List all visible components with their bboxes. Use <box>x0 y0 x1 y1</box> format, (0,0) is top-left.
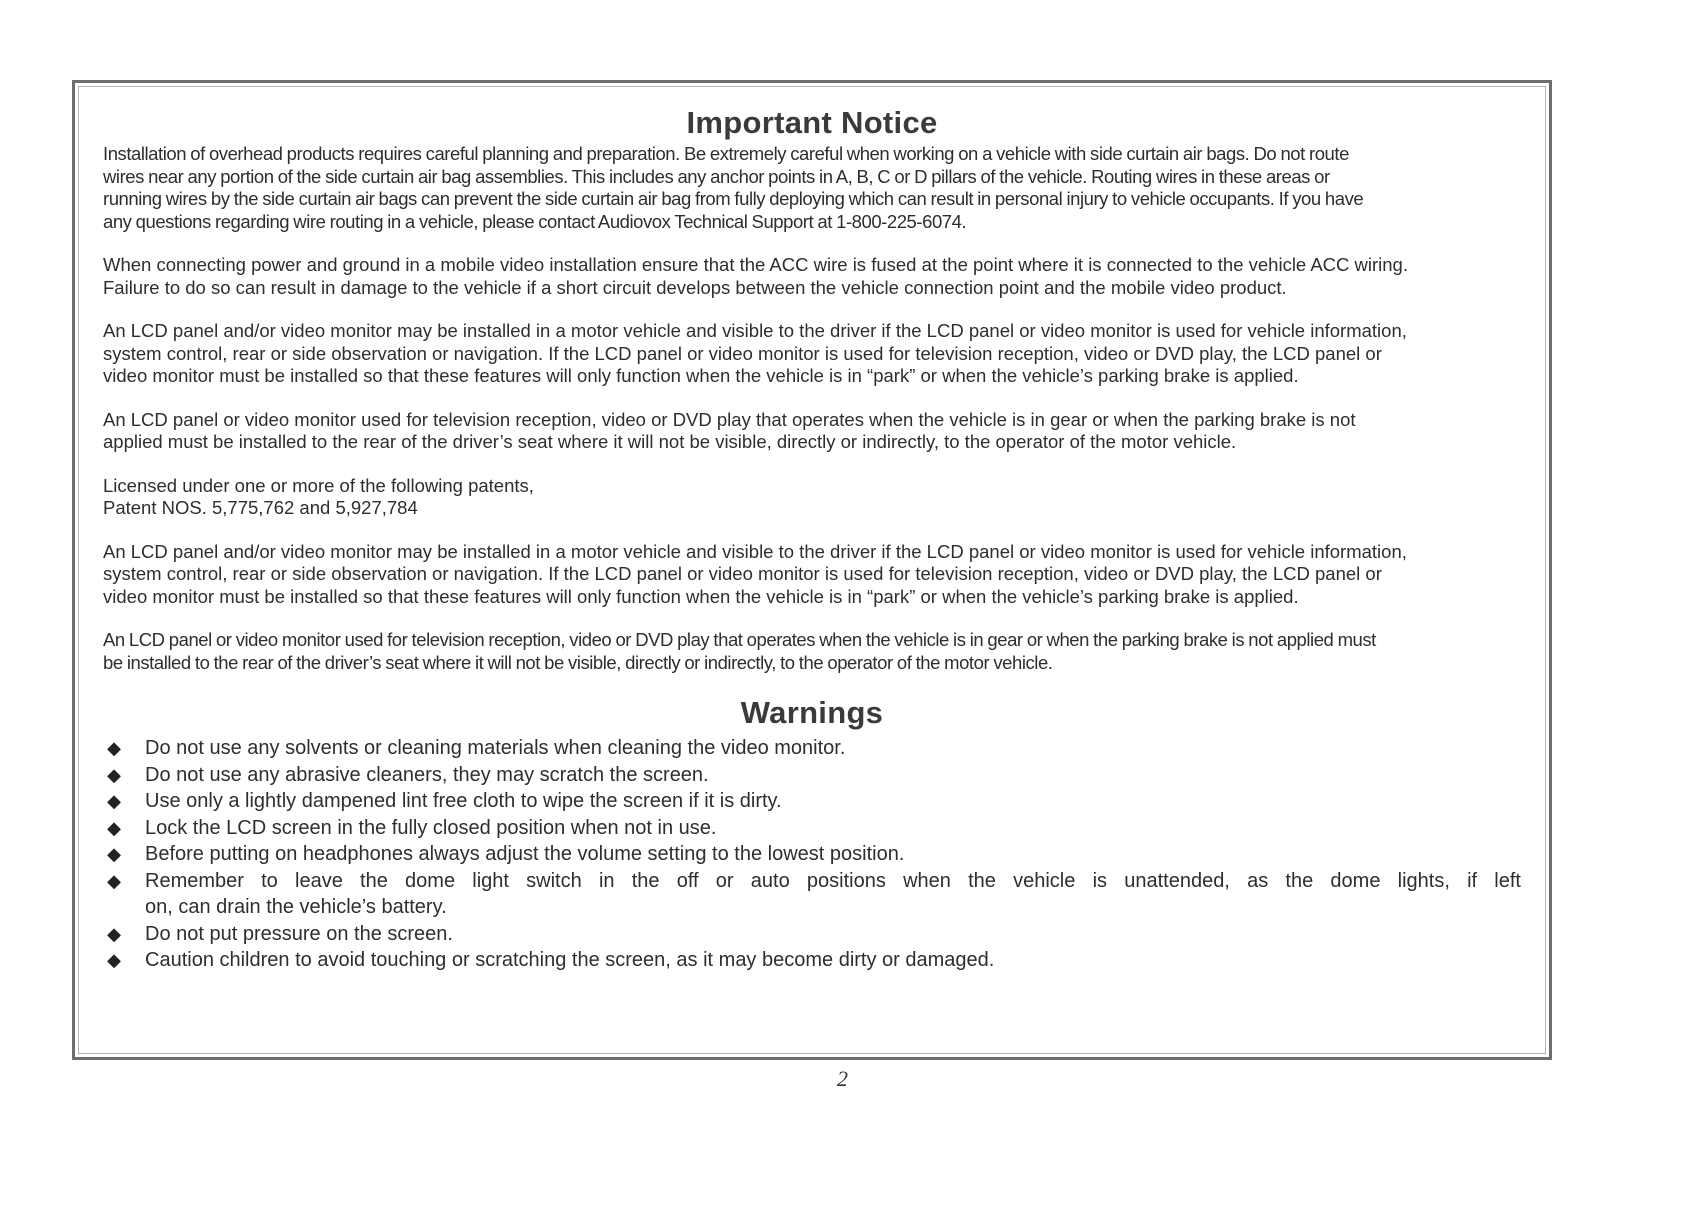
notice-paragraph-acc-wire <box>103 254 1521 299</box>
warning-item <box>103 841 1521 868</box>
diamond-bullet-icon: ◆ <box>107 738 121 758</box>
diamond-bullet-icon: ◆ <box>107 791 121 811</box>
notice-frame <box>72 80 1552 1060</box>
paragraph-line: An LCD panel and/or video monitor may be installed in a motor vehicle and visible to the driver if the LCD panel or video monitor is used for vehicle information, <box>103 320 1407 341</box>
warning-item <box>103 735 1521 762</box>
paragraph-line: When connecting power and ground in a mobile video installation ensure that the ACC wire is fused at the point where it is connected to the vehicle ACC wiring. <box>103 254 1408 275</box>
notice-paragraph-lcd-visibility-repeat <box>103 541 1521 609</box>
warning-text: Before putting on headphones always adjust the volume setting to the lowest position. <box>145 843 905 865</box>
warnings-list <box>103 735 1521 974</box>
paragraph-line: An LCD panel or video monitor used for television reception, video or DVD play that operates when the vehicle is in gear or when the parking brake is not <box>103 408 1356 430</box>
warning-text: Lock the LCD screen in the fully closed position when not in use. <box>145 816 717 839</box>
paragraph-line: running wires by the side curtain air bags can prevent the side curtain air bag from fully deploying which can result in personal injury to vehicle occupants. If you have <box>103 188 1364 209</box>
notice-paragraph-lcd-rear <box>103 409 1521 454</box>
paragraph-line: applied must be installed to the rear of the driver’s seat where it will not be visible, directly or indirectly, to the operator of the motor vehicle. <box>103 431 1237 452</box>
paragraph-line: system control, rear or side observation or navigation. If the LCD panel or video monitor is used for television reception, video or DVD play, the LCD panel or <box>103 342 1382 364</box>
diamond-bullet-icon: ◆ <box>107 817 121 838</box>
paragraph-line: Licensed under one or more of the following patents, <box>103 474 534 496</box>
warnings-title: Warnings <box>740 695 884 730</box>
paragraph-line: system control, rear or side observation or navigation. If the LCD panel or video monitor is used for television reception, video or DVD play, the LCD panel or <box>103 563 1382 584</box>
warning-item <box>103 868 1521 921</box>
paragraph-line: An LCD panel and/or video monitor may be installed in a motor vehicle and visible to the driver if the LCD panel or video monitor is used for vehicle information, <box>103 540 1407 562</box>
warning-text: Caution children to avoid touching or scratching the screen, as it may become dirty or damaged. <box>145 949 995 971</box>
diamond-bullet-icon: ◆ <box>107 764 121 785</box>
paragraph-line: An LCD panel or video monitor used for television reception, video or DVD play that operates when the vehicle is in gear or when the parking brake is not applied must <box>103 629 1376 650</box>
paragraph-line: Failure to do so can result in damage to the vehicle if a short circuit develops between the vehicle connection point and the mobile video product. <box>103 276 1287 298</box>
paragraph-line: be installed to the rear of the driver’s seat where it will not be visible, directly or indirectly, to the operator of the motor vehicle. <box>103 651 1053 673</box>
warning-text: Do not put pressure on the screen. <box>145 922 453 945</box>
notice-paragraph-patents <box>103 475 1521 520</box>
notice-paragraph-airbags <box>103 143 1521 233</box>
paragraph-line: wires near any portion of the side curtain air bag assemblies. This includes any anchor points in A, B, C or D pillars of the vehicle. Routing wires in these areas or <box>103 165 1330 187</box>
notice-paragraph-lcd-rear-repeat <box>103 629 1521 674</box>
diamond-bullet-icon: ◆ <box>107 950 121 970</box>
diamond-bullet-icon: ◆ <box>107 870 121 891</box>
warning-item <box>103 762 1521 789</box>
notice-paragraph-lcd-visibility <box>103 320 1521 388</box>
warning-text: Do not use any solvents or cleaning materials when cleaning the video monitor. <box>145 737 846 759</box>
warning-item <box>103 947 1521 974</box>
warning-text-continuation: on, can drain the vehicle’s battery. <box>145 896 447 918</box>
notice-content <box>103 105 1521 1037</box>
paragraph-line: Installation of overhead products requires careful planning and preparation. Be extremely careful when working on a vehicle with side curtain air bags. Do not route <box>103 143 1349 164</box>
warning-text: Use only a lightly dampened lint free cloth to wipe the screen if it is dirty. <box>145 790 782 812</box>
paragraph-line: video monitor must be installed so that these features will only function when the vehicle is in “park” or when the vehicle’s parking brake is applied. <box>103 585 1299 607</box>
diamond-bullet-icon: ◆ <box>107 844 121 864</box>
warning-item <box>103 815 1521 842</box>
paragraph-line: Patent NOS. 5,775,762 and 5,927,784 <box>103 497 418 518</box>
warning-text: Remember to leave the dome light switch in the off or auto positions when the vehicle is unattended, as the dome lights, if left <box>145 869 1521 892</box>
warning-item <box>103 788 1521 815</box>
important-notice-title: Important Notice <box>686 105 938 140</box>
paragraph-line: video monitor must be installed so that these features will only function when the vehicle is in “park” or when the vehicle’s parking brake is applied. <box>103 365 1299 386</box>
diamond-bullet-icon: ◆ <box>107 923 121 944</box>
page-number: 2 <box>837 1066 848 1091</box>
paragraph-line: any questions regarding wire routing in a vehicle, please contact Audiovox Technical Support at 1-800-225-6074. <box>103 210 967 232</box>
warning-item <box>103 921 1521 948</box>
warning-text: Do not use any abrasive cleaners, they may scratch the screen. <box>145 763 709 786</box>
